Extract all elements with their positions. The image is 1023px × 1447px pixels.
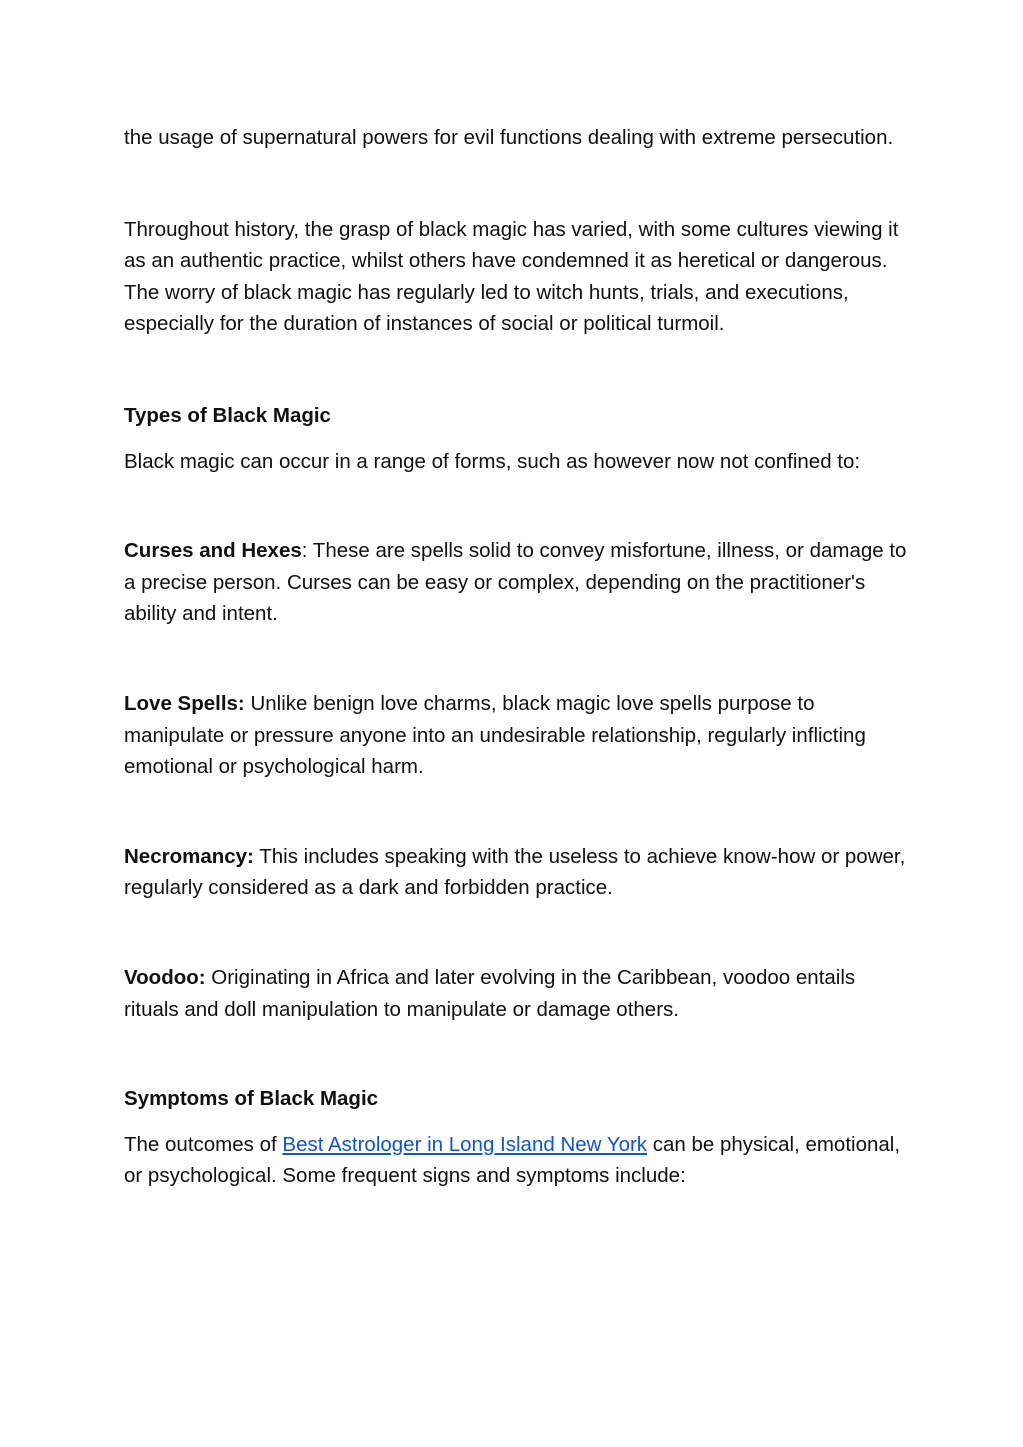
curses-hexes-term: Curses and Hexes xyxy=(124,539,302,563)
love-spells-text: Unlike benign love charms, black magic love spells purpose to manipulate or pressure anyone into an undesirable relationship, regularly inflicting emotional or psychological harm. xyxy=(124,691,866,779)
types-intro-paragraph: Black magic can occur in a range of forms, such as however now not confined to: xyxy=(124,449,861,473)
voodoo-term: Voodoo: xyxy=(124,965,206,989)
voodoo-text: Originating in Africa and later evolving in the Caribbean, voodoo entails rituals and doll manipulation to manipulate or damage others. xyxy=(124,965,856,1021)
curses-hexes-separator: : xyxy=(301,539,308,563)
curses-hexes-text: These are spells solid to convey misfortune, illness, or damage to a precise person. Curses can be easy or complex, depending on the practitioner's ability and intent. xyxy=(124,539,907,626)
document-page xyxy=(124,122,914,1192)
love-spells-paragraph xyxy=(124,688,914,783)
astrologer-link[interactable]: Best Astrologer in Long Island New York xyxy=(282,1132,648,1156)
symptoms-text-after-link: can be physical, emotional, or psychological. Some frequent signs and symptoms include: xyxy=(124,1132,901,1188)
symptoms-text-before-link: The outcomes of xyxy=(124,1132,283,1156)
intro-continued-paragraph: the usage of supernatural powers for evil functions dealing with extreme persecution. xyxy=(124,126,894,149)
necromancy-paragraph xyxy=(124,841,914,904)
symptoms-heading: Symptoms of Black Magic xyxy=(124,1087,379,1111)
necromancy-text: This includes speaking with the useless to achieve know-how or power, regularly considered as a dark and forbidden practice. xyxy=(124,844,906,900)
love-spells-term: Love Spells: xyxy=(124,691,245,715)
types-heading: Types of Black Magic xyxy=(124,403,331,427)
history-paragraph: Throughout history, the grasp of black magic has varied, with some cultures viewing it as an authentic practice, whilst others have condemned it as heretical or dangerous. The worry of black magic has regularly led to witch hunts, trials, and executions, especially for the duration of instances of social or political turmoil. xyxy=(124,217,899,336)
necromancy-term: Necromancy: xyxy=(124,844,254,868)
voodoo-paragraph xyxy=(124,962,914,1025)
curses-hexes-paragraph xyxy=(124,535,914,630)
symptoms-paragraph xyxy=(124,1129,914,1192)
